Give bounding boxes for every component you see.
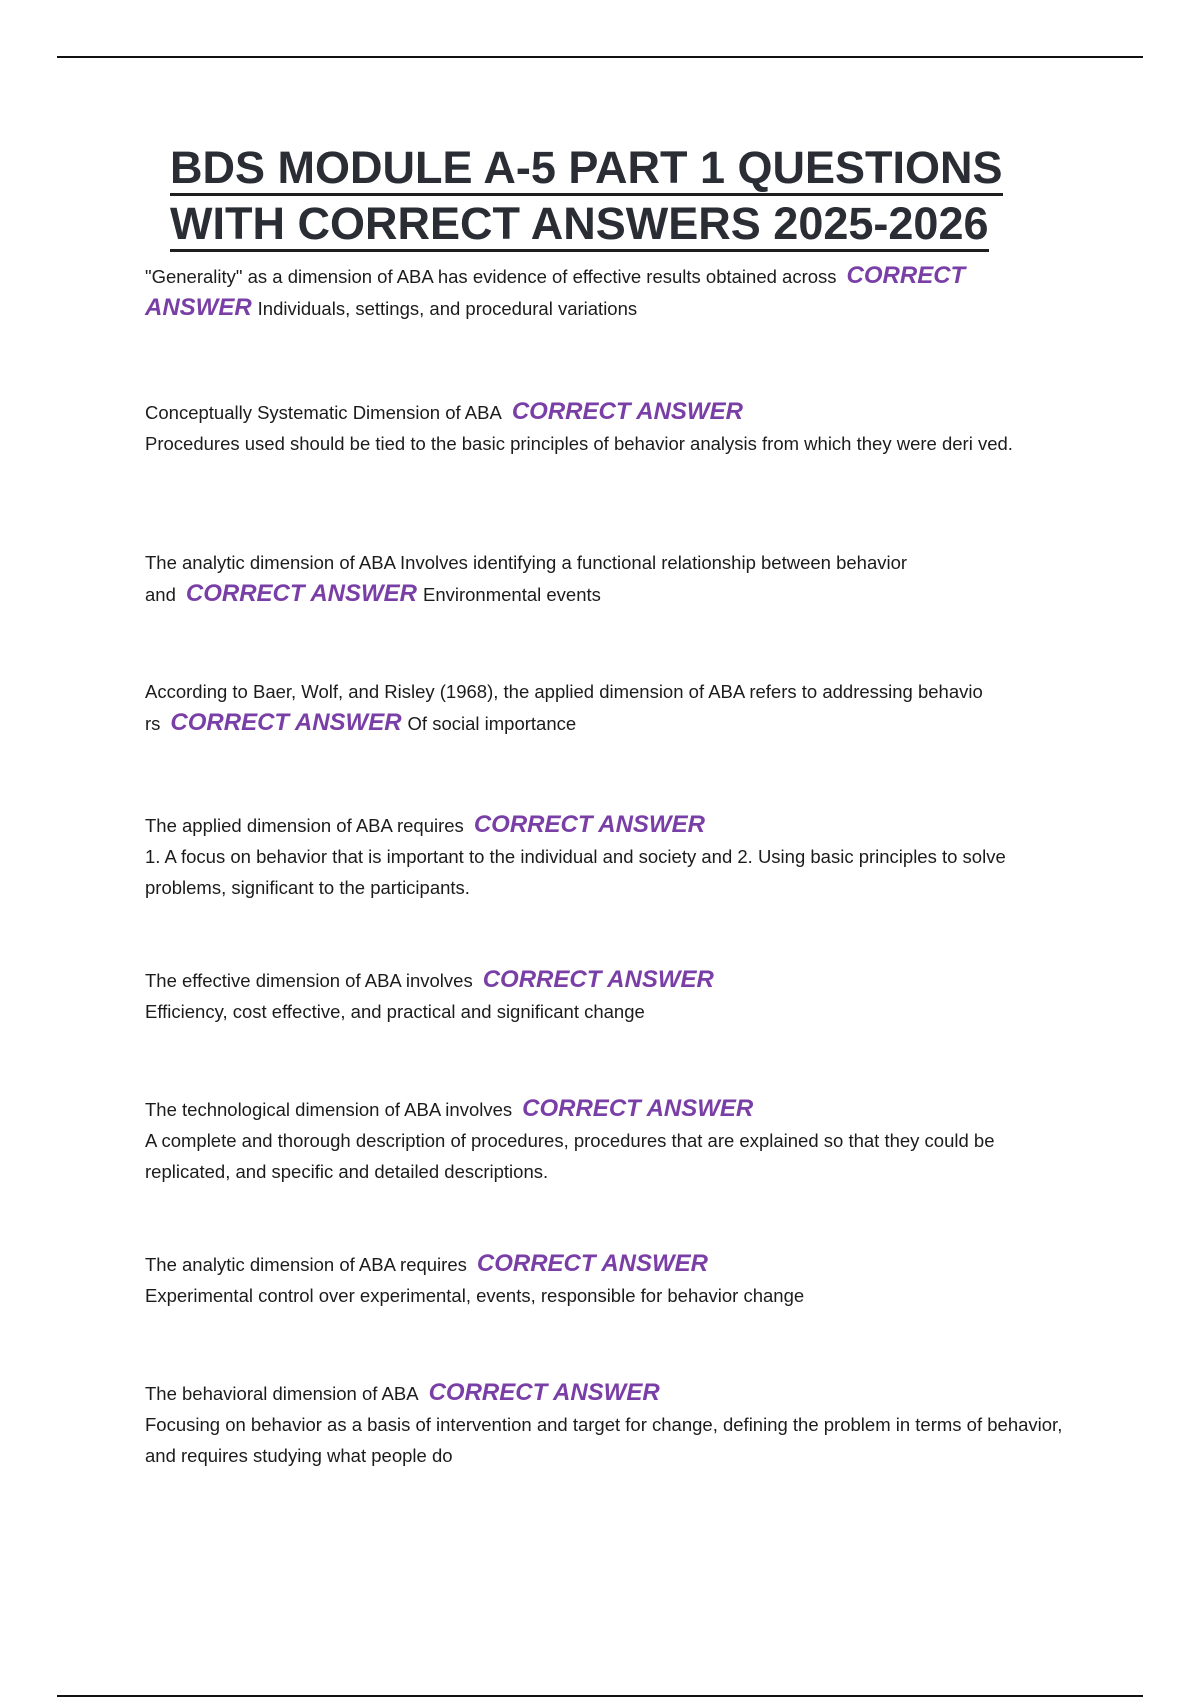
qa-item-2 — [145, 396, 1065, 459]
title-line-1: BDS MODULE A-5 PART 1 QUESTIONS — [170, 143, 1003, 196]
question-text: The technological dimension of ABA involves — [145, 1099, 513, 1120]
qa-item-7 — [145, 1093, 1065, 1187]
answer-text: A complete and thorough description of procedures, procedures that are explained so that they could be replicated, and specific and detailed descriptions. — [145, 1130, 995, 1182]
correct-answer-tag: CORRECT ANSWER — [185, 580, 417, 607]
answer-text: Efficiency, cost effective, and practical and significant change — [145, 1001, 645, 1022]
correct-answer-tag: CORRECT ANSWER — [522, 1095, 754, 1122]
qa-item-1 — [145, 260, 1065, 324]
question-text: According to Baer, Wolf, and Risley (1968), the applied dimension of ABA refers to addressing behavio rs — [145, 681, 983, 734]
correct-answer-tag: CORRECT ANSWER — [482, 966, 714, 993]
question-text: The analytic dimension of ABA Involves identifying a functional relationship between behavior and — [145, 552, 908, 605]
question-text: The effective dimension of ABA involves — [145, 970, 473, 991]
question-text: The analytic dimension of ABA requires — [145, 1254, 467, 1275]
qa-item-5 — [145, 809, 1065, 903]
question-text: "Generality" as a dimension of ABA has evidence of effective results obtained across — [145, 266, 837, 287]
question-text: Conceptually Systematic Dimension of ABA — [145, 402, 502, 423]
answer-text: Of social importance — [407, 713, 577, 734]
correct-answer-tag: CORRECT ANSWER — [476, 1250, 708, 1277]
answer-text: Experimental control over experimental, events, responsible for behavior change — [145, 1285, 805, 1306]
correct-answer-tag: CORRECT ANSWER — [170, 709, 402, 736]
question-text: The behavioral dimension of ABA — [145, 1383, 419, 1404]
correct-answer-tag: CORRECT ANSWER — [145, 262, 966, 321]
answer-text: Focusing on behavior as a basis of intervention and target for change, defining the problem in terms of behavior, and requires studying what people do — [145, 1414, 1063, 1466]
correct-answer-tag: CORRECT ANSWER — [473, 811, 705, 838]
title-line-2: WITH CORRECT ANSWERS 2025-2026 — [170, 199, 989, 252]
answer-text: Individuals, settings, and procedural variations — [257, 298, 638, 319]
correct-answer-tag: CORRECT ANSWER — [511, 398, 743, 425]
qa-item-6 — [145, 964, 1065, 1027]
qa-item-9 — [145, 1377, 1065, 1471]
correct-answer-tag: CORRECT ANSWER — [428, 1379, 660, 1406]
qa-item-3 — [145, 547, 1065, 610]
page-title — [170, 140, 1070, 252]
answer-text: Environmental events — [422, 584, 601, 605]
qa-item-4 — [145, 676, 1065, 739]
bottom-rule — [57, 1695, 1143, 1697]
qa-item-8 — [145, 1248, 1065, 1311]
answer-text: 1. A focus on behavior that is important to the individual and society and 2. Using basic principles to solve problems, significant to the participants. — [145, 846, 1006, 898]
top-rule — [57, 56, 1143, 58]
answer-text: Procedures used should be tied to the basic principles of behavior analysis from which they were deri ved. — [145, 433, 1013, 454]
question-text: The applied dimension of ABA requires — [145, 815, 464, 836]
